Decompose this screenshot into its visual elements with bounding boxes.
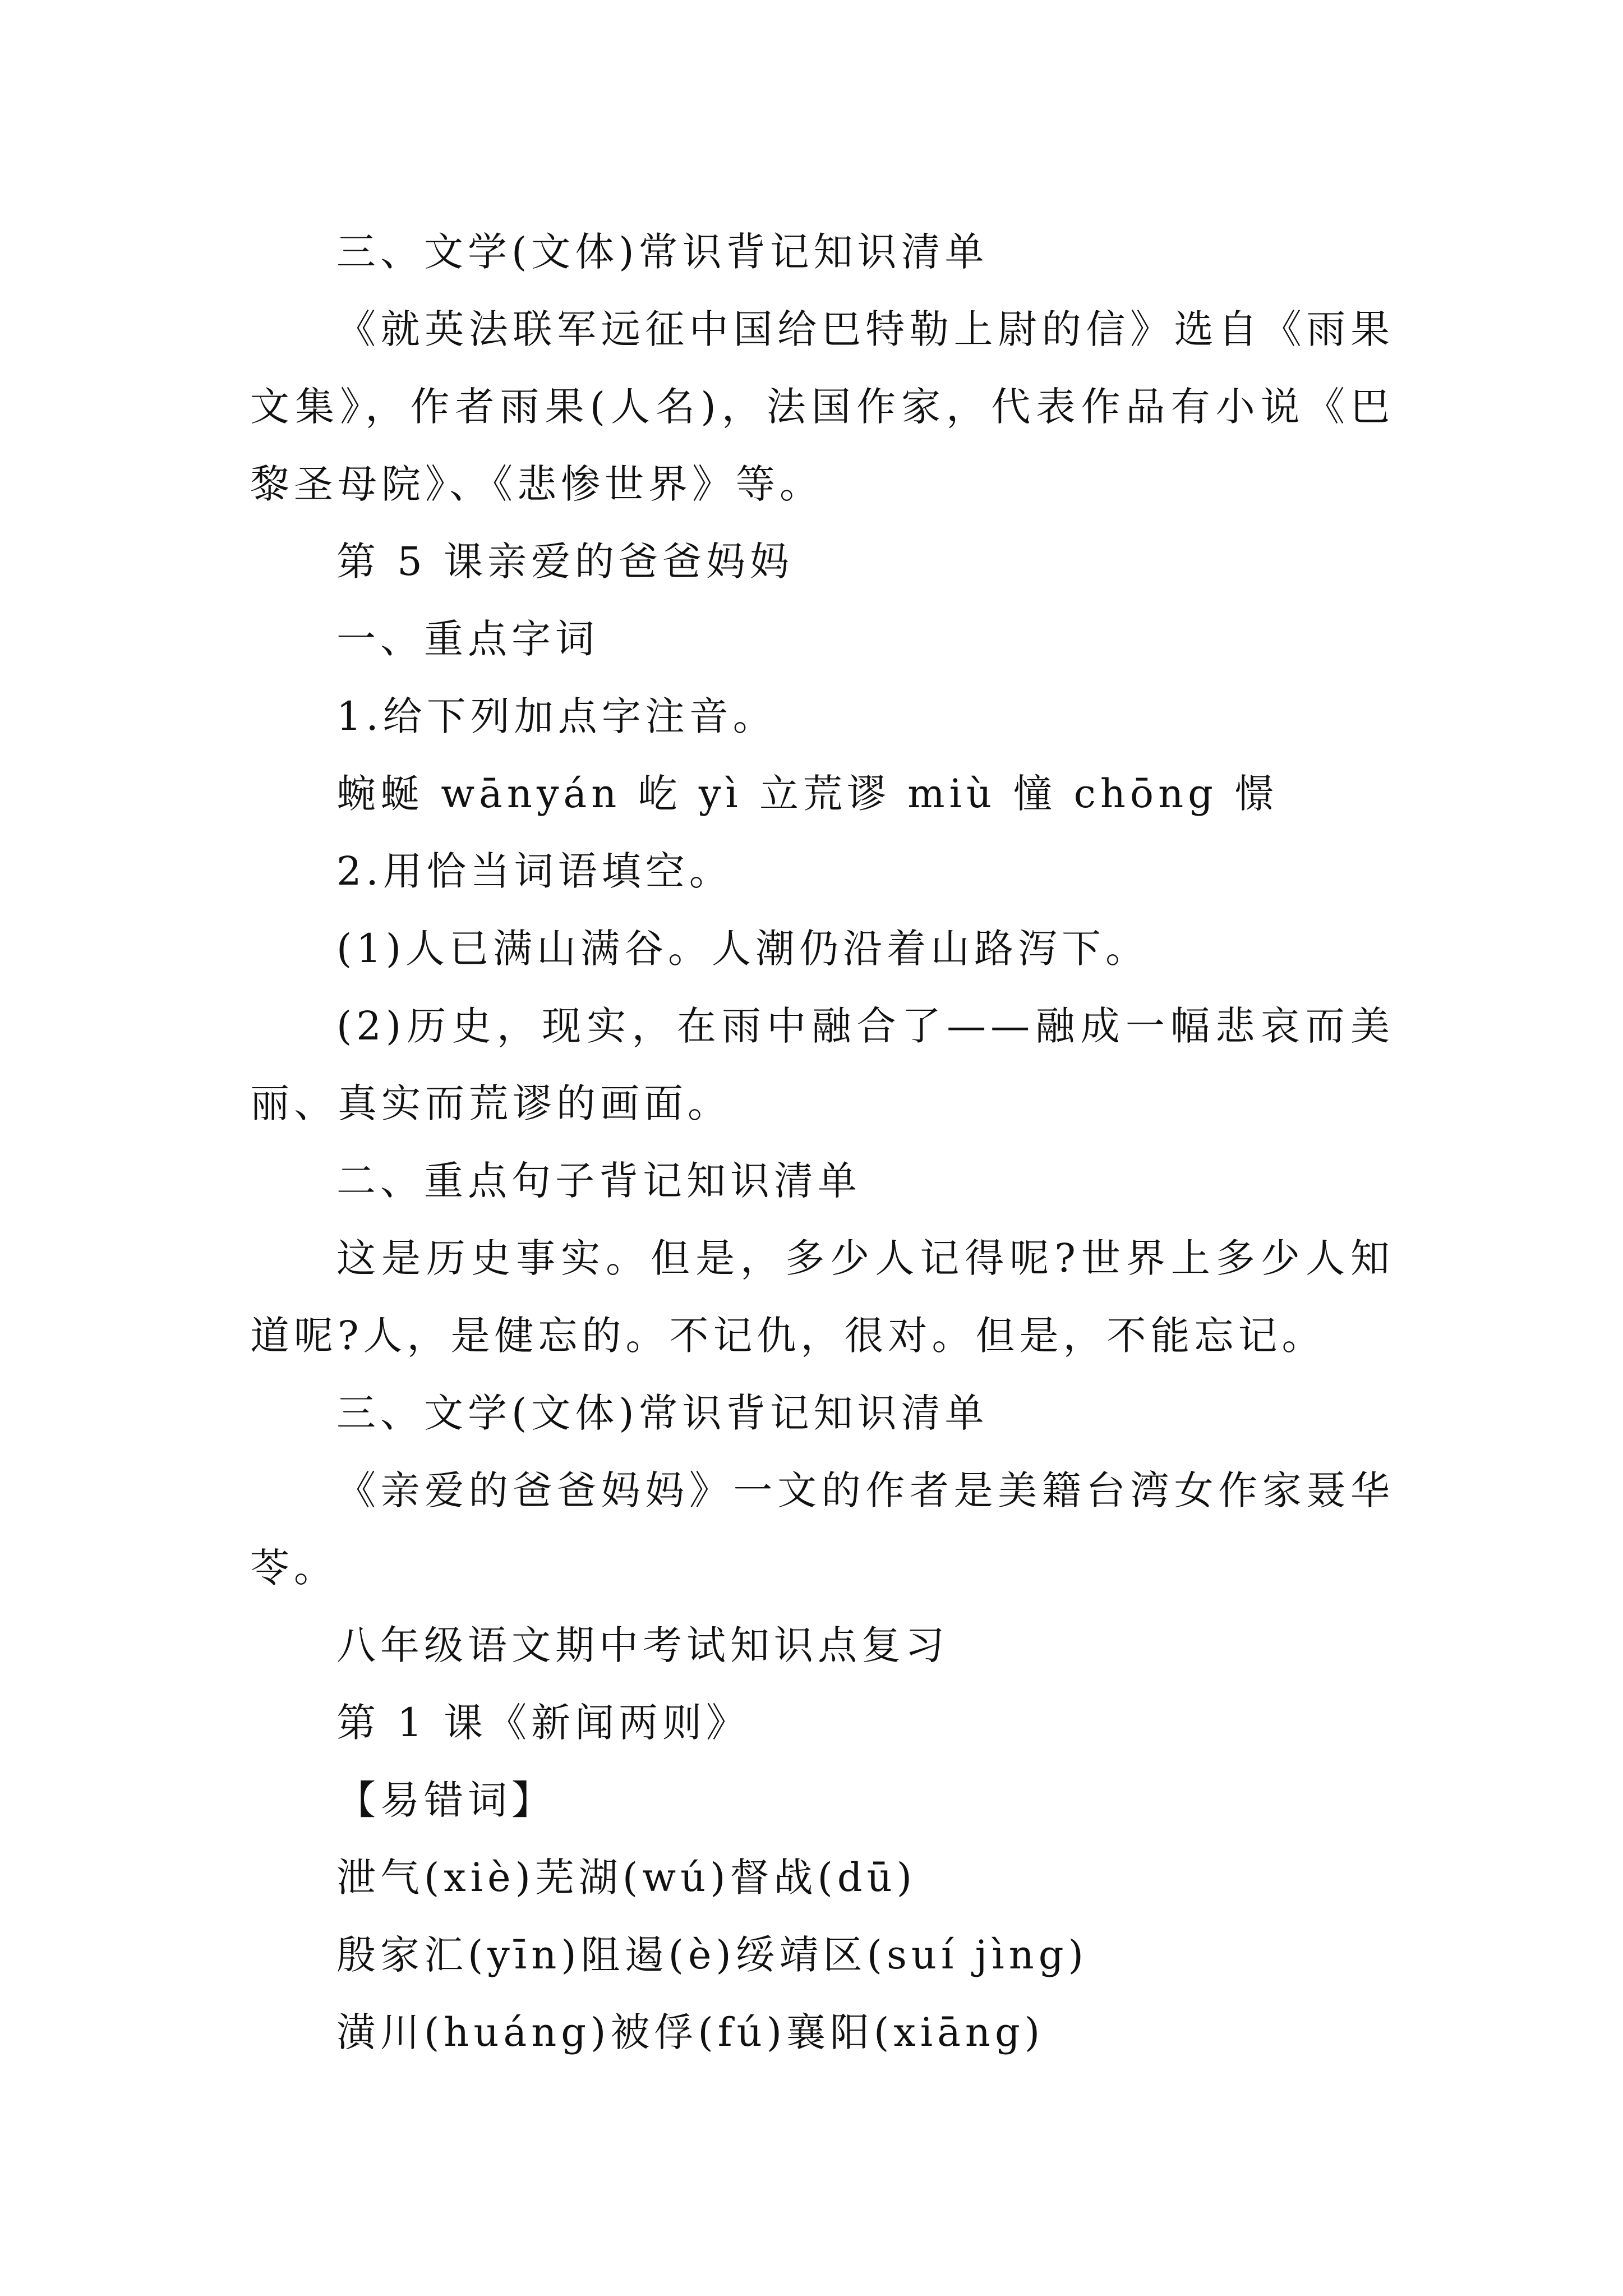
exercise-item: 1.给下列加点字注音。 xyxy=(336,693,777,739)
section-heading: 二、重点句子背记知识清单 xyxy=(336,1158,861,1204)
lesson-title: 第 1 课《新闻两则》 xyxy=(336,1700,750,1746)
exercise-item: (1)人已满山满谷。人潮仍沿着山路泻下。 xyxy=(336,926,1150,972)
section-heading: 三、文学(文体)常识背记知识清单 xyxy=(336,229,989,275)
subsection-heading: 【易错词】 xyxy=(336,1777,555,1823)
pinyin-line: 殷家汇(yīn)阻遏(è)绥靖区(suí jìng) xyxy=(336,1932,1088,1978)
body-paragraph: 这是历史事实。但是，多少人记得呢?世界上多少人知道呢?人，是健忘的。不记仇，很对。但是，不能忘记。 xyxy=(250,1235,1394,1359)
exercise-item: 2.用恰当词语填空。 xyxy=(336,848,733,894)
body-paragraph: 《亲爱的爸爸妈妈》一文的作者是美籍台湾女作家聂华苓。 xyxy=(250,1467,1394,1591)
document-body xyxy=(250,213,1394,2071)
exercise-item: (2)历史，现实，在雨中融合了——融成一幅悲哀而美丽、真实而荒谬的画面。 xyxy=(250,1003,1394,1126)
document-title: 八年级语文期中考试知识点复习 xyxy=(336,1622,949,1668)
pinyin-line: 蜿蜒 wānyán 屹 yì 立荒谬 miù 憧 chōng 憬 xyxy=(336,771,1279,817)
section-heading: 一、重点字词 xyxy=(336,616,599,662)
pinyin-line: 泄气(xiè)芜湖(wú)督战(dū) xyxy=(336,1855,917,1901)
lesson-title: 第 5 课亲爱的爸爸妈妈 xyxy=(336,539,794,585)
pinyin-line: 潢川(huáng)被俘(fú)襄阳(xiāng) xyxy=(336,2009,1045,2055)
body-paragraph: 《就英法联军远征中国给巴特勒上尉的信》选自《雨果文集》，作者雨果(人名)，法国作家，代表作品有小说《巴黎圣母院》、《悲惨世界》等。 xyxy=(250,306,1394,507)
section-heading: 三、文学(文体)常识背记知识清单 xyxy=(336,1390,989,1436)
